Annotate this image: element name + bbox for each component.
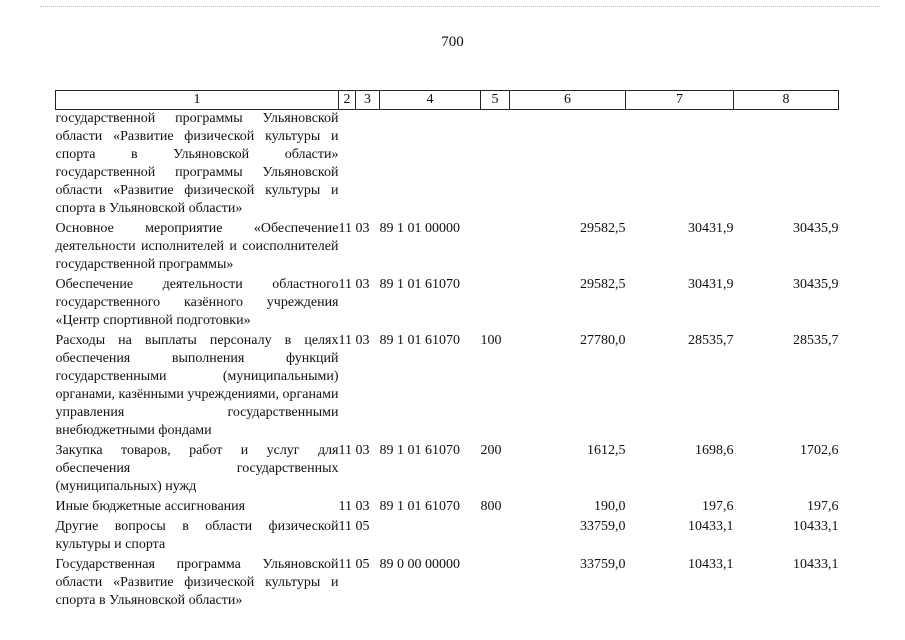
row-expense-type xyxy=(481,276,510,332)
table-row xyxy=(56,332,839,442)
row-value-7 xyxy=(626,110,734,221)
table-row xyxy=(56,110,839,221)
row-value-6: 29582,5 xyxy=(580,277,626,292)
row-description: Обеспечение деятельности областного государственного казённого учреждения «Центр спортивной подготовки» xyxy=(55,277,339,328)
row-value-7: 30431,9 xyxy=(688,277,734,292)
row-section: 11 xyxy=(338,519,352,534)
header-row xyxy=(56,91,839,110)
row-target-code xyxy=(380,110,481,221)
table-row xyxy=(56,220,839,276)
header-col-1: 1 xyxy=(56,91,339,110)
row-section xyxy=(339,110,356,221)
row-description: Другие вопросы в области физической культуры и спорта xyxy=(55,519,339,552)
row-subsection xyxy=(356,110,380,221)
row-expense-type: 200 xyxy=(480,443,502,458)
row-value-7: 30431,9 xyxy=(688,221,734,236)
header-col-8: 8 xyxy=(734,91,839,110)
row-description: Расходы на выплаты персоналу в целях обеспечения выполнения функций государственными (муниципальными) органами, казёнными учреждениями, органами управления государственными внебюджетными фондами xyxy=(55,333,339,438)
row-target-code: 89 0 00 00000 xyxy=(379,557,460,572)
row-subsection: 03 xyxy=(355,277,370,292)
row-value-8: 30435,9 xyxy=(793,221,839,236)
row-target-code: 89 1 01 61070 xyxy=(379,333,460,348)
row-value-8: 28535,7 xyxy=(793,333,839,348)
row-value-6: 33759,0 xyxy=(580,519,626,534)
row-description: Иные бюджетные ассигнования xyxy=(55,499,246,514)
table-row xyxy=(56,442,839,498)
budget-table xyxy=(55,90,839,612)
header-col-6: 6 xyxy=(510,91,626,110)
row-expense-type: 100 xyxy=(480,333,502,348)
row-target-code: 89 1 01 61070 xyxy=(379,443,460,458)
row-value-7: 1698,6 xyxy=(695,443,734,458)
row-section: 11 xyxy=(338,443,352,458)
row-section: 11 xyxy=(338,499,352,514)
row-description: государственной программы Ульяновской области «Развитие физической культуры и спорта в Ульяновской области» государственной программы Ульяновской области «Развитие физической культуры и спорта в Ульяновской области» xyxy=(55,111,339,216)
row-value-8 xyxy=(734,110,839,221)
row-section: 11 xyxy=(338,221,352,236)
row-subsection: 05 xyxy=(355,557,370,572)
row-section: 11 xyxy=(338,333,352,348)
row-value-7: 10433,1 xyxy=(688,519,734,534)
row-expense-type xyxy=(481,556,510,612)
row-value-6 xyxy=(510,110,626,221)
row-target-code: 89 1 01 61070 xyxy=(379,277,460,292)
row-value-6: 33759,0 xyxy=(580,557,626,572)
row-expense-type xyxy=(481,110,510,221)
row-value-8: 30435,9 xyxy=(793,277,839,292)
header-col-3: 3 xyxy=(356,91,380,110)
row-section: 11 xyxy=(338,277,352,292)
row-expense-type: 800 xyxy=(480,499,502,514)
row-value-7: 28535,7 xyxy=(688,333,734,348)
row-subsection: 03 xyxy=(355,221,370,236)
table-row xyxy=(56,518,839,556)
row-subsection: 05 xyxy=(355,519,370,534)
row-description: Закупка товаров, работ и услуг для обеспечения государственных (муниципальных) нужд xyxy=(55,443,339,494)
row-target-code: 89 1 01 00000 xyxy=(379,221,460,236)
row-description: Основное мероприятие «Обеспечение деятельности исполнителей и соисполнителей государственной программы» xyxy=(55,221,339,272)
row-description: Государственная программа Ульяновской области «Развитие физической культуры и спорта в Ульяновской области» xyxy=(55,557,339,608)
row-subsection: 03 xyxy=(355,333,370,348)
row-target-code: 89 1 01 61070 xyxy=(379,499,460,514)
row-value-8: 197,6 xyxy=(807,499,839,514)
row-value-8: 10433,1 xyxy=(793,519,839,534)
row-expense-type xyxy=(481,220,510,276)
header-col-7: 7 xyxy=(626,91,734,110)
page-number: 700 xyxy=(441,34,464,50)
row-subsection: 03 xyxy=(355,499,370,514)
table-row xyxy=(56,498,839,518)
row-value-6: 29582,5 xyxy=(580,221,626,236)
row-subsection: 03 xyxy=(355,443,370,458)
row-expense-type xyxy=(481,518,510,556)
scan-edge xyxy=(40,6,880,11)
row-value-7: 197,6 xyxy=(702,499,734,514)
row-value-7: 10433,1 xyxy=(688,557,734,572)
row-value-8: 1702,6 xyxy=(800,443,839,458)
row-target-code xyxy=(380,518,481,556)
row-value-6: 1612,5 xyxy=(587,443,626,458)
row-value-6: 190,0 xyxy=(594,499,626,514)
row-value-8: 10433,1 xyxy=(793,557,839,572)
header-col-2: 2 xyxy=(339,91,356,110)
table-row xyxy=(56,276,839,332)
header-col-4: 4 xyxy=(380,91,481,110)
table-row xyxy=(56,556,839,612)
row-value-6: 27780,0 xyxy=(580,333,626,348)
row-section: 11 xyxy=(338,557,352,572)
header-col-5: 5 xyxy=(481,91,510,110)
